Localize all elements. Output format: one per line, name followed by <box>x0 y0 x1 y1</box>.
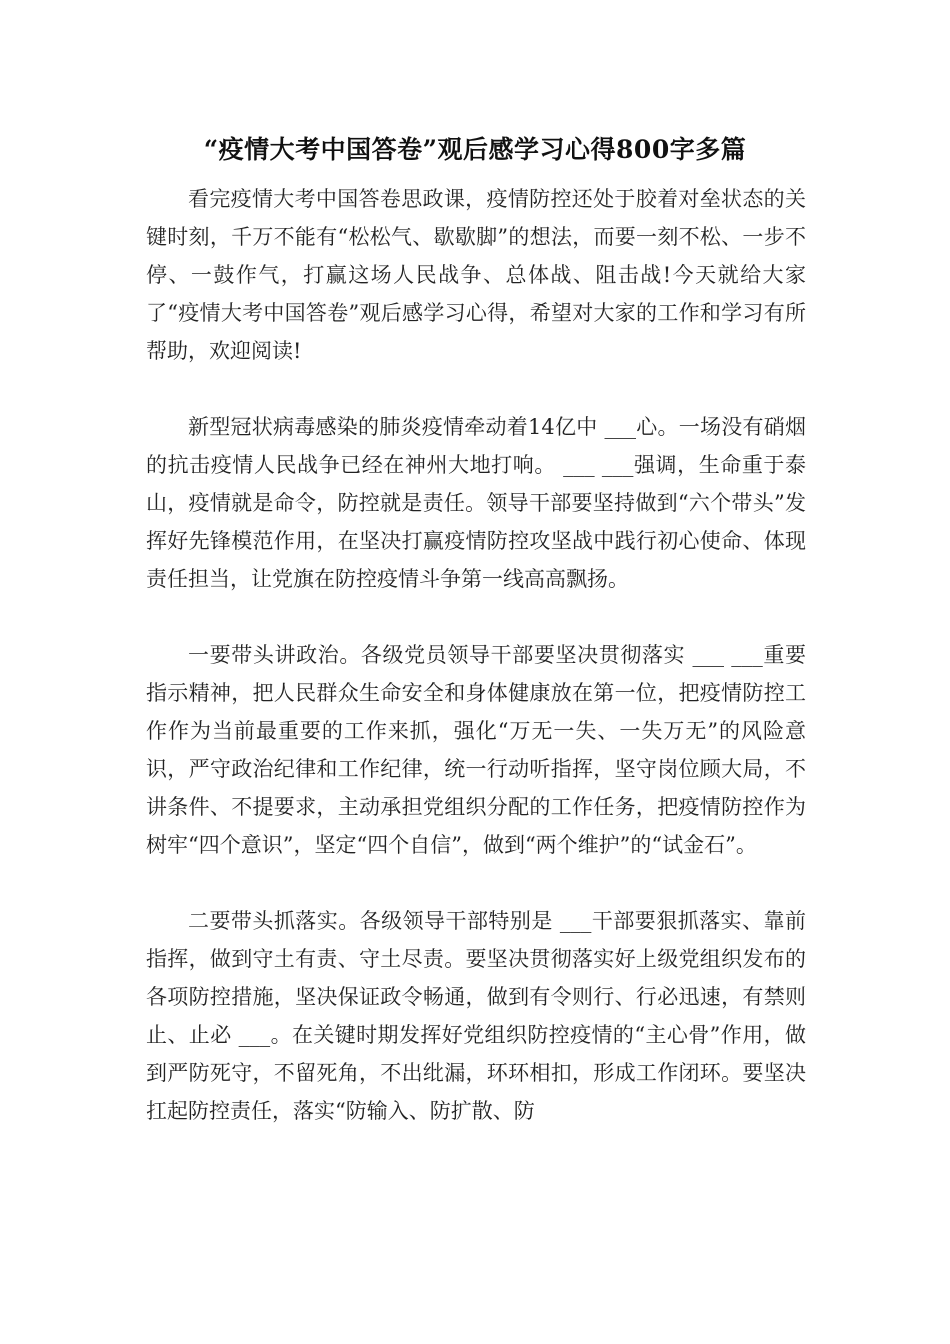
paragraph-4: 二要带头抓落实。各级领导干部特别是 ___干部要狠抓落实、靠前指挥，做到守土有责、守土尽责。要坚决贯彻落实好上级党组织发布的各项防控措施，坚决保证政令畅通，做到有令则行、行必迅速，有禁则止、止必 ___。在关键时期发挥好党组织防控疫情的“主心骨”作用，做到严防死守，不留死角，不出纰漏，环环相扣，形成工作闭环。要坚决扛起防控责任，落实“防输入、防扩散、防 <box>146 909 806 1123</box>
document-body <box>146 180 806 1130</box>
paragraph-intro: 看完疫情大考中国答卷思政课，疫情防控还处于胶着对垒状态的关键时刻，千万不能有“松松气、歇歇脚”的想法，而要一刻不松、一步不停、一鼓作气，打赢这场人民战争、总体战、阻击战!今天就给大家了“疫情大考中国答卷”观后感学习心得，希望对大家的工作和学习有所帮助，欢迎阅读! <box>146 187 806 363</box>
paragraph-spacer <box>146 864 806 902</box>
document-title: “疫情大考中国答卷”观后感学习心得800字多篇 <box>203 135 747 164</box>
paragraph-2: 新型冠状病毒感染的肺炎疫情牵动着14亿中 ___心。一场没有硝烟的抗击疫情人民战争已经在神州大地打响。 ___ ___强调，生命重于泰山，疫情就是命令，防控就是责任。领导干部要坚持做到“六个带头”发挥好先锋模范作用，在坚决打赢疫情防控攻坚战中践行初心使命、体现责任担当，让党旗在防控疫情斗争第一线高高飘扬。 <box>146 415 806 591</box>
paragraph-3: 一要带头讲政治。各级党员领导干部要坚决贯彻落实 ___ ___重要指示精神，把人民群众生命安全和身体健康放在第一位，把疫情防控工作作为当前最重要的工作来抓，强化“万无一失、一失万无”的风险意识，严守政治纪律和工作纪律，统一行动听指挥，坚守岗位顾大局，不讲条件、不提要求，主动承担党组织分配的工作任务，把疫情防控作为树牢“四个意识”，坚定“四个自信”，做到“两个维护”的“试金石”。 <box>146 643 806 857</box>
paragraph-spacer <box>146 370 806 408</box>
paragraph-spacer <box>146 598 806 636</box>
